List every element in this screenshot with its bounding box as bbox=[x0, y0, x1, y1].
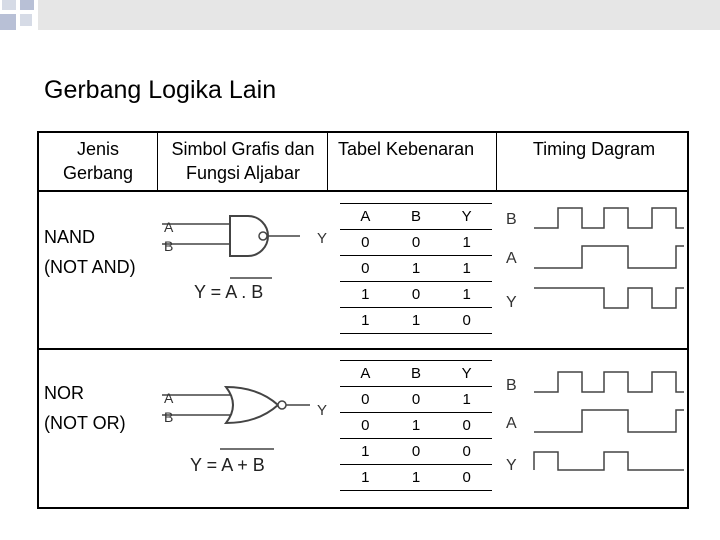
table-cell: 1 bbox=[340, 439, 391, 465]
table-cell: 1 bbox=[391, 413, 442, 439]
nor-timing-label-b: B bbox=[506, 377, 517, 394]
table-cell: 1 bbox=[340, 465, 391, 491]
slide-title: Gerbang Logika Lain bbox=[44, 76, 277, 104]
table-header-cell: A bbox=[340, 204, 391, 230]
table-cell: 0 bbox=[340, 256, 391, 282]
nand-expression: Y = A . B bbox=[194, 282, 264, 302]
nand-truth-table bbox=[340, 203, 492, 334]
table-row bbox=[340, 439, 492, 465]
nand-symbol bbox=[150, 200, 332, 310]
table-row bbox=[340, 361, 492, 387]
table-row bbox=[340, 256, 492, 282]
nor-timing-label-a: A bbox=[506, 415, 517, 432]
table-row bbox=[340, 308, 492, 334]
table-cell: 1 bbox=[441, 230, 492, 256]
table-cell: 0 bbox=[441, 413, 492, 439]
table-row bbox=[340, 387, 492, 413]
header-truth-table: Tabel Kebenaran bbox=[338, 139, 475, 159]
table-cell: 0 bbox=[391, 230, 442, 256]
header-gate-type: Jenis Gerbang bbox=[62, 139, 134, 183]
gate-name-nor: NOR (NOT OR) bbox=[44, 383, 126, 433]
nor-signal-a bbox=[534, 410, 684, 432]
table-row bbox=[340, 282, 492, 308]
gate-name-nand: NAND (NOT AND) bbox=[44, 227, 136, 277]
table-cell: 1 bbox=[391, 465, 442, 491]
table-cell: 1 bbox=[391, 256, 442, 282]
nor-input-b: B bbox=[164, 409, 174, 425]
table-header-cell: B bbox=[391, 204, 442, 230]
table-cell: 1 bbox=[340, 308, 391, 334]
row-divider bbox=[37, 348, 689, 350]
nor-bubble bbox=[278, 401, 286, 409]
table-cell: 1 bbox=[441, 282, 492, 308]
nand-timing-label-b: B bbox=[506, 211, 517, 228]
table-row bbox=[340, 465, 492, 491]
nor-input-a: A bbox=[164, 390, 174, 406]
table-header-cell: A bbox=[340, 361, 391, 387]
table-header-cell: Y bbox=[441, 204, 492, 230]
header-divider bbox=[37, 190, 689, 192]
header-timing: Timing Dagram bbox=[532, 139, 656, 159]
table-cell: 0 bbox=[441, 465, 492, 491]
nor-expression: Y = A + B bbox=[190, 455, 265, 475]
nand-timing-label-y: Y bbox=[506, 294, 517, 311]
nand-timing-label-a: A bbox=[506, 250, 517, 267]
nand-input-a: A bbox=[164, 219, 174, 235]
table-row bbox=[340, 204, 492, 230]
nand-output: Y bbox=[317, 230, 328, 247]
table-cell: 0 bbox=[340, 230, 391, 256]
table-cell: 0 bbox=[391, 387, 442, 413]
table-cell: 1 bbox=[441, 387, 492, 413]
nor-output: Y bbox=[317, 402, 328, 419]
header-symbol: Simbol Grafis dan Fungsi Aljabar bbox=[171, 139, 315, 183]
nor-timing-label-y: Y bbox=[506, 457, 517, 474]
decorative-squares bbox=[0, 0, 720, 36]
nand-signal-b bbox=[534, 208, 684, 228]
table-cell: 1 bbox=[441, 256, 492, 282]
table-row bbox=[340, 413, 492, 439]
nor-signal-y bbox=[534, 452, 684, 470]
table-cell: 0 bbox=[391, 439, 442, 465]
nor-signal-b bbox=[534, 372, 684, 392]
table-cell: 0 bbox=[340, 387, 391, 413]
table-header-cell: Y bbox=[441, 361, 492, 387]
nand-input-b: B bbox=[164, 238, 174, 254]
nor-truth-table bbox=[340, 360, 492, 491]
table-cell: 0 bbox=[441, 439, 492, 465]
table-cell: 0 bbox=[391, 282, 442, 308]
table-header-cell: B bbox=[391, 361, 442, 387]
nor-timing-diagram bbox=[502, 360, 686, 475]
nor-symbol bbox=[150, 365, 332, 480]
table-row bbox=[340, 230, 492, 256]
table-cell: 0 bbox=[441, 308, 492, 334]
nand-signal-a bbox=[534, 246, 684, 268]
nand-timing-diagram bbox=[502, 200, 686, 315]
table-cell: 1 bbox=[391, 308, 442, 334]
nand-signal-y bbox=[534, 288, 684, 308]
table-cell: 1 bbox=[340, 282, 391, 308]
nand-bubble bbox=[259, 232, 267, 240]
table-cell: 0 bbox=[340, 413, 391, 439]
